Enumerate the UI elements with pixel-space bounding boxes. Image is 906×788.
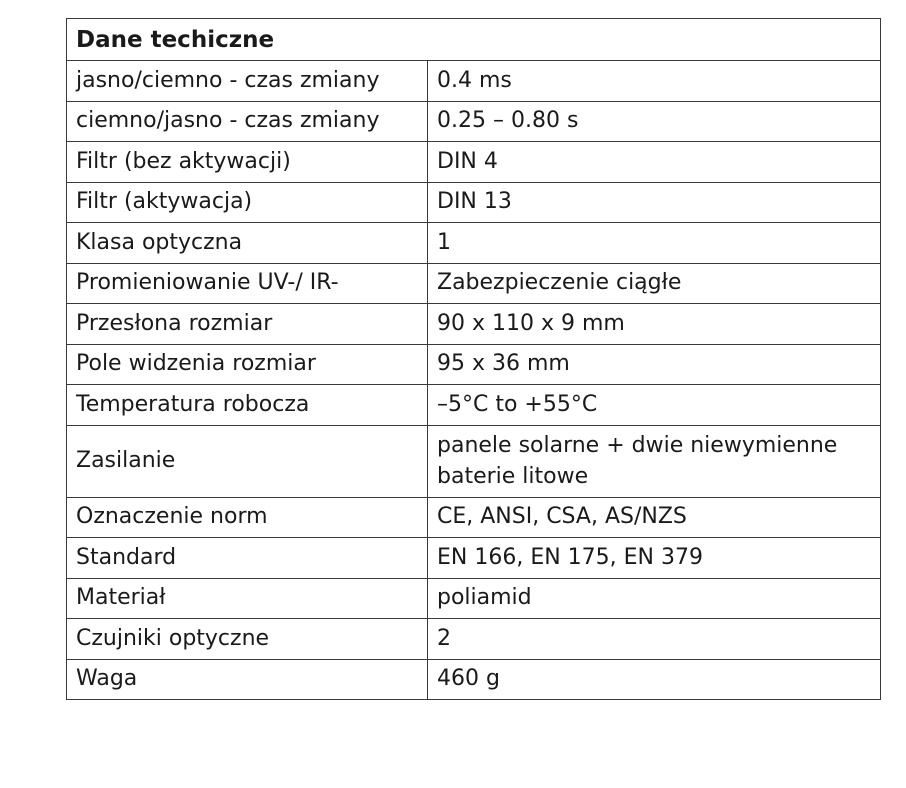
row-label: Filtr (bez aktywacji) [67, 142, 428, 183]
row-value: 1 [428, 223, 881, 264]
row-value: 90 x 110 x 9 mm [428, 304, 881, 345]
table-row [67, 619, 881, 660]
table-row [67, 538, 881, 579]
row-value: Zabezpieczenie ciągłe [428, 263, 881, 304]
row-value: CE, ANSI, CSA, AS/NZS [428, 497, 881, 538]
table-row [67, 142, 881, 183]
row-label: Standard [67, 538, 428, 579]
row-label: Pole widzenia rozmiar [67, 344, 428, 385]
table-row [67, 263, 881, 304]
row-value: DIN 4 [428, 142, 881, 183]
row-label: Promieniowanie UV-/ IR- [67, 263, 428, 304]
table-title: Dane techiczne [67, 19, 881, 61]
row-label: jasno/ciemno - czas zmiany [67, 61, 428, 102]
row-value: EN 166, EN 175, EN 379 [428, 538, 881, 579]
table-row [67, 182, 881, 223]
row-value: panele solarne + dwie niewymienne baterie litowe [428, 425, 881, 497]
row-label: Klasa optyczna [67, 223, 428, 264]
row-value: 460 g [428, 659, 881, 700]
row-label: Czujniki optyczne [67, 619, 428, 660]
row-label: Oznaczenie norm [67, 497, 428, 538]
table-row [67, 344, 881, 385]
table-row [67, 578, 881, 619]
row-value: poliamid [428, 578, 881, 619]
table-row [67, 304, 881, 345]
table-row [67, 61, 881, 102]
row-label: Temperatura robocza [67, 385, 428, 426]
row-label: Zasilanie [67, 425, 428, 497]
table-row [67, 385, 881, 426]
row-value: –5°C to +55°C [428, 385, 881, 426]
row-value: DIN 13 [428, 182, 881, 223]
table-row [67, 497, 881, 538]
spec-table [66, 18, 881, 700]
row-value: 0.25 – 0.80 s [428, 101, 881, 142]
row-label: Materiał [67, 578, 428, 619]
row-label: Filtr (aktywacja) [67, 182, 428, 223]
table-row [67, 223, 881, 264]
row-value: 0.4 ms [428, 61, 881, 102]
table-row [67, 659, 881, 700]
table-row [67, 425, 881, 497]
row-label: ciemno/jasno - czas zmiany [67, 101, 428, 142]
row-value: 95 x 36 mm [428, 344, 881, 385]
row-value: 2 [428, 619, 881, 660]
row-label: Przesłona rozmiar [67, 304, 428, 345]
table-header-row [67, 19, 881, 61]
table-row [67, 101, 881, 142]
row-label: Waga [67, 659, 428, 700]
